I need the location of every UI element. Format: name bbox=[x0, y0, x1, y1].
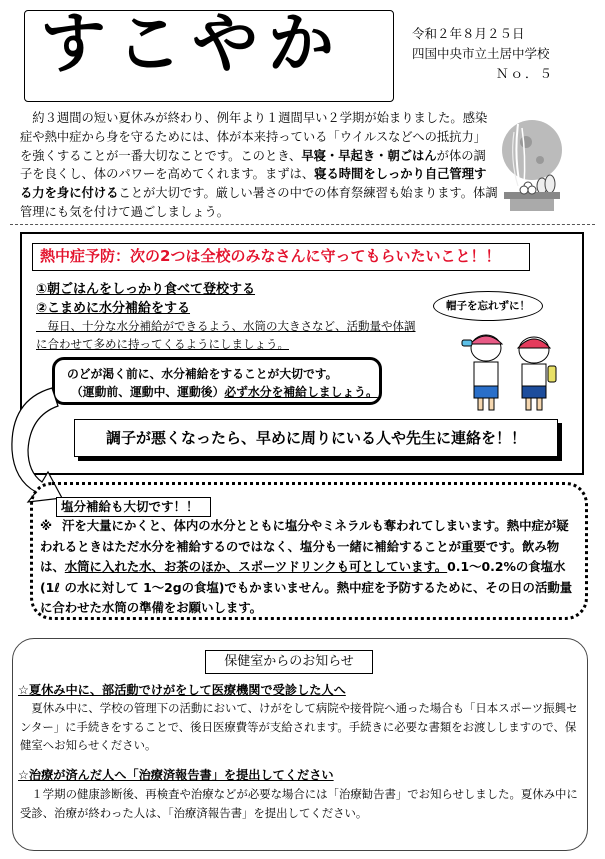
hydration-description bbox=[36, 317, 421, 353]
kids-drinking-illustration bbox=[450, 326, 570, 416]
intro-bold-1: 早寝・早起き・朝ごはん bbox=[301, 148, 437, 163]
salt-text-drinks: 水筒に入れた水、お茶のほか、スポーツドリンクも可としています。 bbox=[64, 559, 448, 574]
hydration-description-text: 毎日、十分な水分補給ができるよう、水筒の大きさなど、活動量や体調に合わせて多めに持ってくるようにしましょう。 bbox=[36, 319, 416, 351]
rule-hydration: ②こまめに水分補給をする bbox=[36, 301, 191, 316]
treatment-report-body: １学期の健康診断後、再検査や治療などが必要な場合には「治療勧告書」でお知らせしました。夏休み中に受診、治療が終わった人は、「治療済報告書」を提出してください。 bbox=[20, 787, 578, 820]
health-room-title: 保健室からのお知らせ bbox=[205, 650, 373, 674]
hat-reminder-bubble: 帽子を忘れずに！ bbox=[433, 291, 543, 321]
intro-paragraph bbox=[20, 109, 498, 222]
salt-text-2: 0.1～0.2%の食塩水(1ℓ の水に対して 1～2gの食塩)でもかまいません。熱中症を予防するために、その日の活動量に合わせた水筒の準備をお願いします。 bbox=[40, 559, 573, 615]
intro-bold-2: 寝る時間をしっかり自己管理する力を身に付ける bbox=[20, 167, 487, 201]
intro-text-2: が体の調子を良くし、体のパワーを高めてくれます。まずは、 bbox=[20, 148, 486, 182]
moon-viewing-illustration bbox=[500, 116, 564, 212]
hydration-timing-phases: （運動前、運動中、運動後） bbox=[71, 385, 225, 399]
hydration-timing-must: 必ず水分を補給しましょう。 bbox=[224, 385, 378, 399]
heatstroke-heading: 熱中症予防：次の2つは全校のみなさんに守ってもらいたいこと！！ bbox=[32, 243, 530, 271]
issue-date: 令和２年８月２５日 bbox=[412, 26, 525, 41]
section-divider bbox=[10, 224, 595, 225]
contact-teacher-callout: 調子が悪くなったら、早めに周りにいる人や先生に連絡を！！ bbox=[74, 419, 558, 457]
salt-paragraph bbox=[40, 516, 580, 619]
treatment-report-heading: ☆治療が済んだ人へ「治療済報告書」を提出してください bbox=[18, 768, 334, 782]
issue-meta bbox=[412, 24, 554, 84]
injury-notice-body: 夏休み中に、学校の管理下の活動において、けがをして病院や接骨院へ通った場合も「日本スポーツ振興センター」に手続きをすることで、後日医療費等が支給されます。手続きに必要な書類をお渡ししますので、保健室へお知らせください。 bbox=[20, 701, 578, 752]
school-name: 四国中央市立土居中学校 bbox=[412, 46, 550, 61]
hydration-timing-callout bbox=[52, 357, 382, 405]
salt-heading: 塩分補給も大切です！！ bbox=[56, 497, 211, 517]
intro-text-3: ことが大切です。厳しい暑さの中での体育祭練習も始まります。体調管理にも気を付けて過ごしましょう。 bbox=[20, 186, 498, 219]
salt-text-1: 汗を大量にかくと、体内の水分とともに塩分やミネラルも奪われてしまいます。熱中症が疑われるときはただ水分を補給するのではなく、塩分も一緒に補給することが重要です。飲み物は、 bbox=[40, 518, 569, 574]
note-mark: ※ bbox=[40, 518, 53, 533]
hydration-timing-line1: のどが渇く前に、水分補給をすることが大切です。 bbox=[67, 367, 338, 381]
hydration-timing-line2 bbox=[67, 383, 379, 401]
injury-notice-heading: ☆夏休み中に、部活動でけがをして医療機関で受診した人へ bbox=[18, 683, 346, 697]
rule-breakfast: ①朝ごはんをしっかり食べて登校する bbox=[36, 282, 256, 297]
intro-text-1: 約３週間の短い夏休みが終わり、例年より１週間早い２学期が始まりました。感染症や熱中症から身を守るためには、体が本来持っている「ウイルスなどへの抵抗力」を強くすることが一番大切なことです。このとき、 bbox=[20, 111, 488, 163]
newsletter-title: すこやか bbox=[40, 5, 344, 82]
issue-number: Ｎｏ．５ bbox=[496, 66, 555, 81]
